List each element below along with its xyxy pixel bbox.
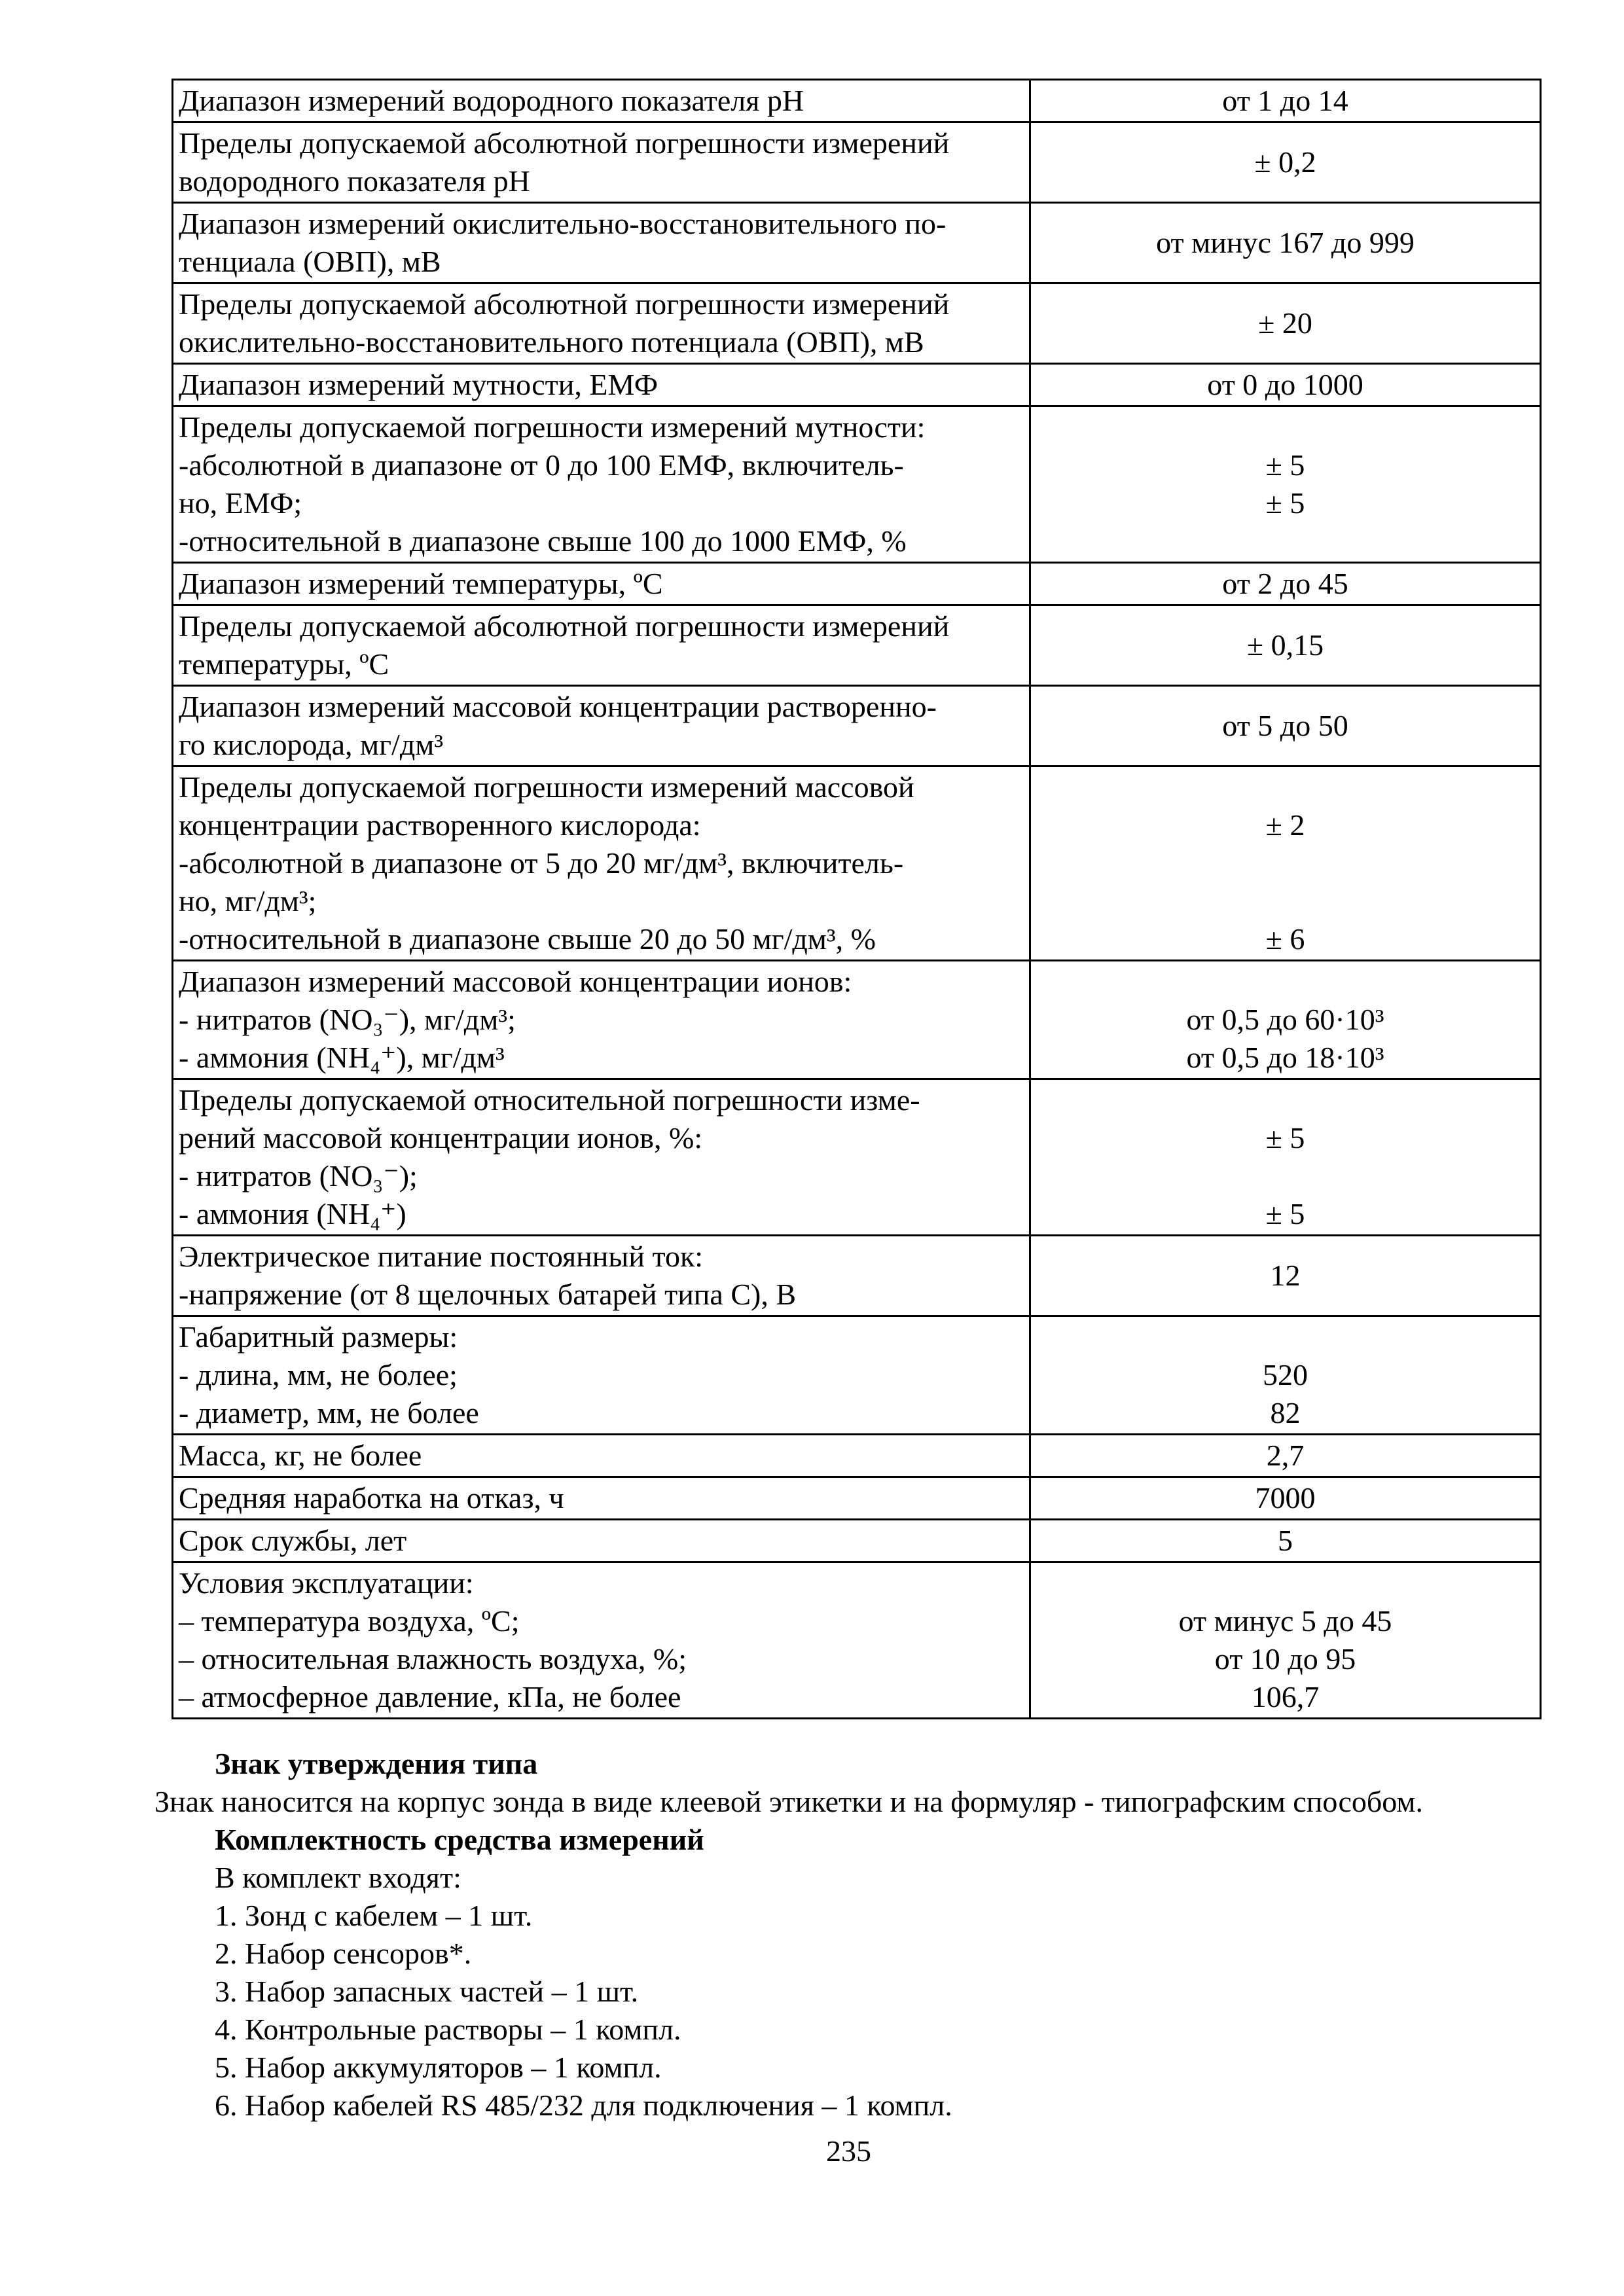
row-label: Пределы допускаемой относительной погрешности изме- рений массовой концентрации ионов, %: - нитратов (NO₃⁻); - аммония (NH₄⁺)	[173, 1079, 1030, 1236]
kit-heading: Комплектность средства измерений	[215, 1823, 704, 1856]
table-row	[173, 1477, 1541, 1520]
row-value: 7000	[1030, 1477, 1541, 1520]
table-row	[173, 1520, 1541, 1562]
row-value: от 2 до 45	[1030, 563, 1541, 605]
row-label: Габаритный размеры: - длина, мм, не более; - диаметр, мм, не более	[173, 1316, 1030, 1435]
row-label: Диапазон измерений мутности, ЕМФ	[173, 364, 1030, 406]
row-value: от 5 до 50	[1030, 686, 1541, 766]
row-value: от минус 5 до 45 от 10 до 95 106,7	[1030, 1562, 1541, 1719]
table-row	[173, 1316, 1541, 1435]
row-label: Диапазон измерений водородного показателя рН	[173, 80, 1030, 122]
table-row	[173, 122, 1541, 203]
sign-heading: Знак утверждения типа	[215, 1747, 538, 1780]
row-value: 520 82	[1030, 1316, 1541, 1435]
row-value: ± 0,15	[1030, 605, 1541, 686]
row-label: Срок службы, лет	[173, 1520, 1030, 1562]
row-value: от 1 до 14	[1030, 80, 1541, 122]
row-value: 5	[1030, 1520, 1541, 1562]
list-item: 1. Зонд с кабелем – 1 шт.	[215, 1899, 533, 1932]
row-label: Диапазон измерений температуры, ºС	[173, 563, 1030, 605]
sign-text: Знак наносится на корпус зонда в виде клеевой этикетки и на формуляр - типографским способом.	[154, 1785, 1424, 1818]
row-label: Средняя наработка на отказ, ч	[173, 1477, 1030, 1520]
row-value: ± 20	[1030, 283, 1541, 364]
table-row	[173, 686, 1541, 766]
table-row	[173, 766, 1541, 961]
row-value: от 0 до 1000	[1030, 364, 1541, 406]
table-row	[173, 1562, 1541, 1719]
table-row	[173, 364, 1541, 406]
row-label: Пределы допускаемой абсолютной погрешности измерений температуры, ºС	[173, 605, 1030, 686]
table-row	[173, 406, 1541, 563]
table-row	[173, 605, 1541, 686]
row-label: Пределы допускаемой абсолютной погрешности измерений водородного показателя рН	[173, 122, 1030, 203]
table-row	[173, 203, 1541, 283]
specifications-table	[171, 79, 1542, 1719]
row-value: ± 0,2	[1030, 122, 1541, 203]
kit-intro: В комплект входят:	[215, 1861, 461, 1894]
row-label: Пределы допускаемой погрешности измерений массовой концентрации растворенного кислорода: -абсолютной в диапазоне от 5 до 20 мг/дм³, включитель- но, мг/дм³; -относительной в диапазоне свыше 20 до 50 мг/дм³, %	[173, 766, 1030, 961]
row-label: Условия эксплуатации: – температура воздуха, ºС; – относительная влажность воздуха, %; – атмосферное давление, кПа, не более	[173, 1562, 1030, 1719]
table-row	[173, 1236, 1541, 1316]
row-value: ± 5 ± 5	[1030, 1079, 1541, 1236]
row-value: от минус 167 до 999	[1030, 203, 1541, 283]
table-row	[173, 80, 1541, 122]
row-label: Масса, кг, не более	[173, 1435, 1030, 1477]
row-value: от 0,5 до 60·10³ от 0,5 до 18·10³	[1030, 961, 1541, 1079]
page-number: 235	[826, 2134, 871, 2168]
row-label: Пределы допускаемой абсолютной погрешности измерений окислительно-восстановительного потенциала (ОВП), мВ	[173, 283, 1030, 364]
row-value: ± 2 ± 6	[1030, 766, 1541, 961]
row-value: 2,7	[1030, 1435, 1541, 1477]
row-label: Электрическое питание постоянный ток: -напряжение (от 8 щелочных батарей типа С), В	[173, 1236, 1030, 1316]
row-value: 12	[1030, 1236, 1541, 1316]
row-value: ± 5 ± 5	[1030, 406, 1541, 563]
table-row	[173, 1435, 1541, 1477]
row-label: Диапазон измерений массовой концентрации ионов: - нитратов (NO₃⁻), мг/дм³; - аммония (NH₄⁺), мг/дм³	[173, 961, 1030, 1079]
row-label: Пределы допускаемой погрешности измерений мутности: -абсолютной в диапазоне от 0 до 100 ЕМФ, включитель- но, ЕМФ; -относительной в диапазоне свыше 100 до 1000 ЕМФ, %	[173, 406, 1030, 563]
table-row	[173, 1079, 1541, 1236]
row-label: Диапазон измерений массовой концентрации растворенно- го кислорода, мг/дм³	[173, 686, 1030, 766]
list-item: 3. Набор запасных частей – 1 шт.	[215, 1975, 639, 2008]
table-row	[173, 961, 1541, 1079]
list-item: 2. Набор сенсоров*.	[215, 1937, 472, 1970]
row-label: Диапазон измерений окислительно-восстановительного по- тенциала (ОВП), мВ	[173, 203, 1030, 283]
list-item: 5. Набор аккумуляторов – 1 компл.	[215, 2051, 662, 2084]
table-row	[173, 283, 1541, 364]
table-row	[173, 563, 1541, 605]
list-item: 6. Набор кабелей RS 485/232 для подключения – 1 компл.	[215, 2089, 952, 2122]
list-item: 4. Контрольные растворы – 1 компл.	[215, 2013, 681, 2046]
